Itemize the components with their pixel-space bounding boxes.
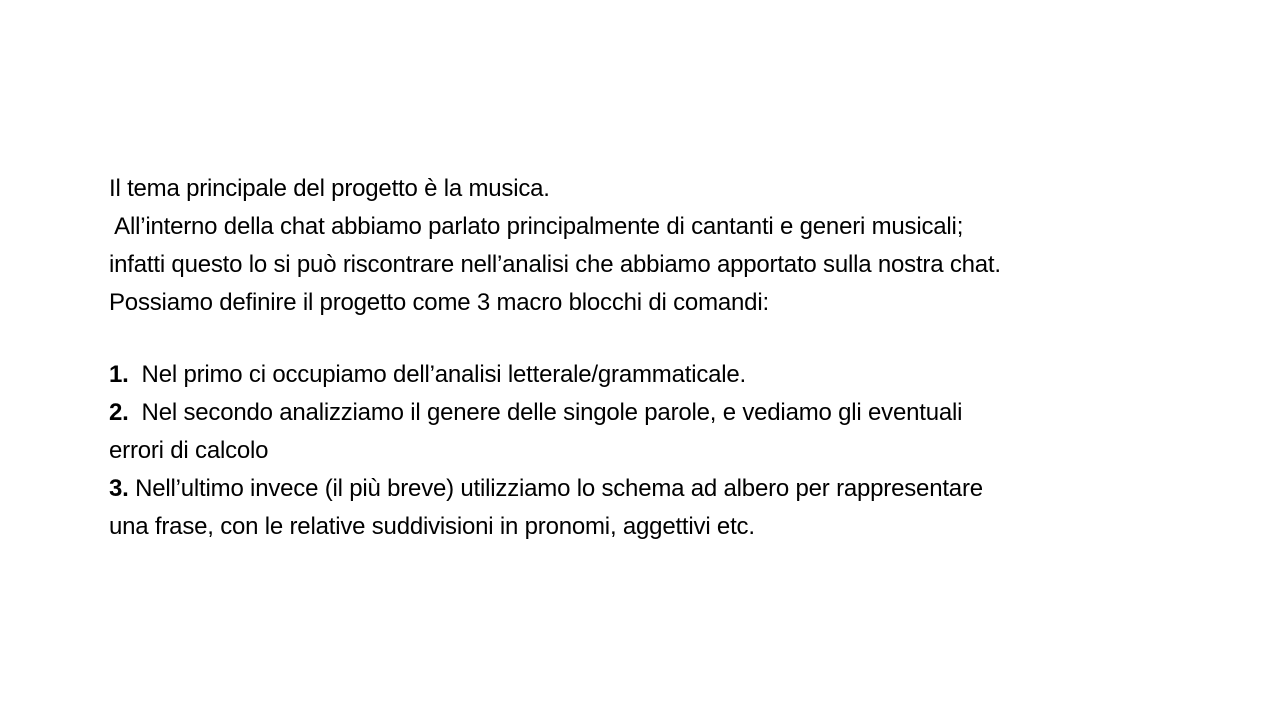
list-item-number: 3.: [109, 475, 129, 502]
list-item-number: 1.: [109, 361, 129, 388]
intro-line: infatti questo lo si può riscontrare nell’analisi che abbiamo apportato sulla nostra chat.: [109, 251, 1001, 278]
paragraph-spacer: [109, 322, 1169, 356]
list-item-text: Nel primo ci occupiamo dell’analisi letterale/grammaticale.: [128, 361, 747, 388]
list-item-2: [109, 394, 1169, 432]
intro-line: All’interno della chat abbiamo parlato principalmente di cantanti e generi musicali;: [109, 213, 964, 240]
intro-line: Possiamo definire il progetto come 3 macro blocchi di comandi:: [109, 289, 769, 316]
intro-line: Il tema principale del progetto è la musica.: [109, 175, 550, 202]
list-item-text: Nell’ultimo invece (il più breve) utilizziamo lo schema ad albero per rappresentare: [128, 475, 983, 502]
slide-body-text: [109, 170, 1169, 546]
list-item-number: 2.: [109, 399, 129, 426]
list-item-2-continuation: errori di calcolo: [109, 437, 269, 464]
list-item-3-continuation: una frase, con le relative suddivisioni in pronomi, aggettivi etc.: [109, 513, 755, 540]
list-item-1: [109, 356, 1169, 394]
list-item-text: Nel secondo analizziamo il genere delle singole parole, e vediamo gli eventuali: [128, 399, 963, 426]
list-item-3: [109, 470, 1169, 508]
